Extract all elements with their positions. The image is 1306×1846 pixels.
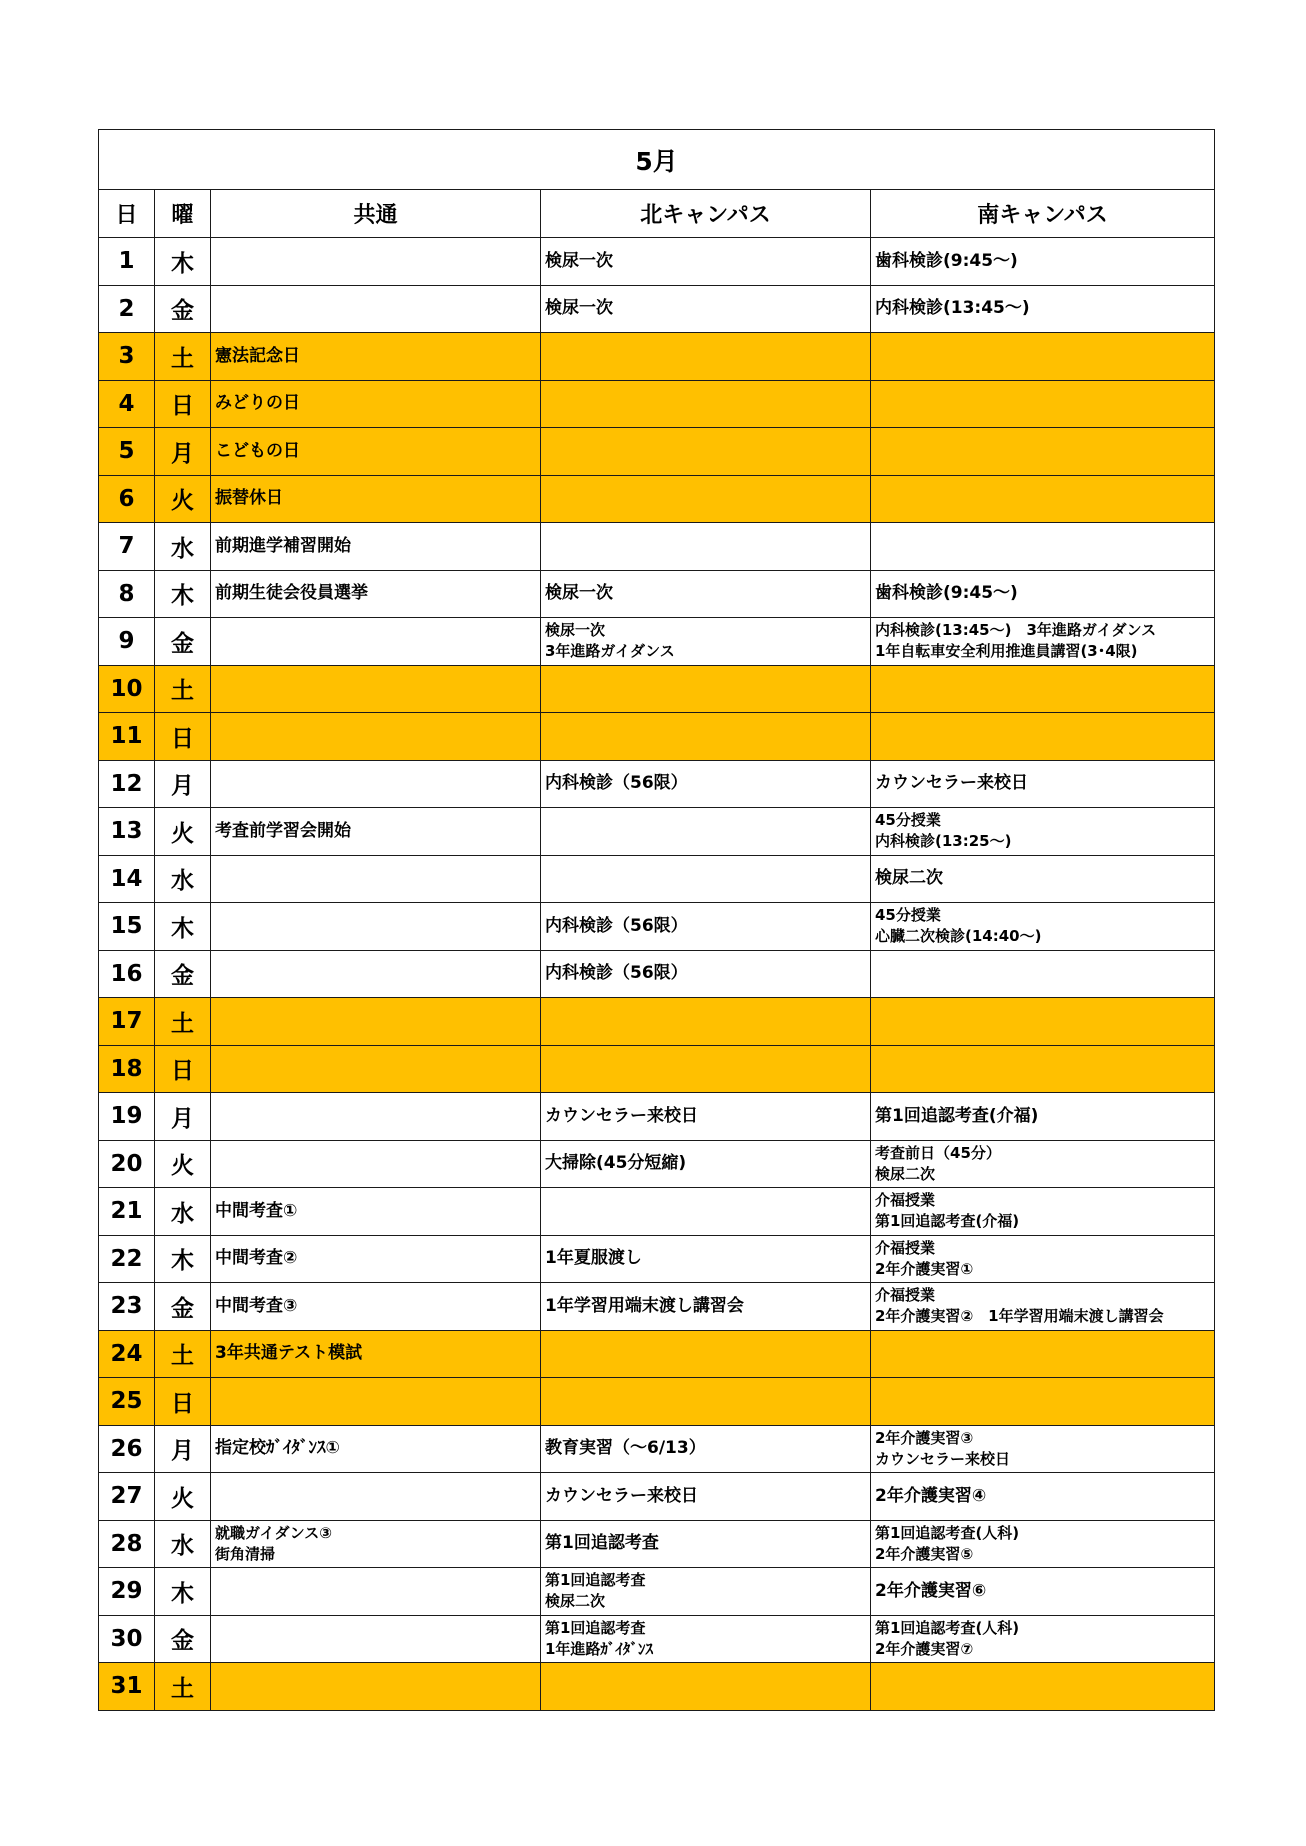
event-line: こどもの日 <box>215 440 300 461</box>
common-events <box>211 1188 541 1236</box>
south-campus-events <box>871 1378 1215 1426</box>
north-campus-events <box>541 903 871 951</box>
calendar-row <box>99 665 1215 713</box>
common-events <box>211 523 541 571</box>
day-number: 13 <box>99 808 155 856</box>
event-line: 心臓二次検診(14:40～) <box>875 927 1042 946</box>
header-day: 日 <box>99 190 155 238</box>
north-campus-events <box>541 1520 871 1568</box>
south-campus-events <box>871 570 1215 618</box>
event-line: 1年進路ｶﾞｲﾀﾞﾝｽ <box>545 1639 653 1658</box>
day-number: 30 <box>99 1615 155 1663</box>
north-campus-events <box>541 1140 871 1188</box>
day-number: 10 <box>99 665 155 713</box>
day-number: 25 <box>99 1378 155 1426</box>
north-campus-events <box>541 1568 871 1616</box>
calendar-row <box>99 1520 1215 1568</box>
south-campus-events <box>871 903 1215 951</box>
day-number: 21 <box>99 1188 155 1236</box>
south-campus-events <box>871 1283 1215 1331</box>
common-events <box>211 998 541 1046</box>
south-campus-events <box>871 1568 1215 1616</box>
day-of-week: 木 <box>155 1568 211 1616</box>
north-campus-events <box>541 1425 871 1473</box>
event-line: 教育実習（～6/13） <box>545 1438 706 1459</box>
south-campus-events <box>871 238 1215 286</box>
north-campus-events <box>541 1615 871 1663</box>
event-line: 第1回追認考査(介福) <box>875 1105 1039 1126</box>
header-south-campus: 南キャンパス <box>871 190 1215 238</box>
event-line: 検尿一次 <box>545 621 606 640</box>
day-of-week: 水 <box>155 523 211 571</box>
common-events <box>211 570 541 618</box>
day-number: 15 <box>99 903 155 951</box>
calendar-row <box>99 1093 1215 1141</box>
calendar-row <box>99 238 1215 286</box>
event-line: 3年共通テスト模試 <box>215 1343 363 1364</box>
north-campus-events <box>541 1045 871 1093</box>
common-events <box>211 1235 541 1283</box>
day-number: 19 <box>99 1093 155 1141</box>
day-of-week: 土 <box>155 1330 211 1378</box>
day-number: 26 <box>99 1425 155 1473</box>
calendar-row <box>99 998 1215 1046</box>
north-campus-events <box>541 380 871 428</box>
north-campus-events <box>541 333 871 381</box>
north-campus-events <box>541 1378 871 1426</box>
calendar-row <box>99 570 1215 618</box>
day-of-week: 月 <box>155 1093 211 1141</box>
event-line: 2年介護実習⑥ <box>875 1580 987 1601</box>
south-campus-events <box>871 285 1215 333</box>
day-number: 28 <box>99 1520 155 1568</box>
south-campus-events <box>871 1188 1215 1236</box>
event-line: 第1回追認考査(介福) <box>875 1212 1020 1231</box>
north-campus-events <box>541 618 871 666</box>
day-of-week: 火 <box>155 808 211 856</box>
event-line: 指定校ｶﾞｲﾀﾞﾝｽ① <box>215 1438 340 1459</box>
north-campus-events <box>541 570 871 618</box>
event-line: 憲法記念日 <box>215 345 300 366</box>
event-line: 内科検診（56限） <box>545 773 688 794</box>
day-number: 12 <box>99 760 155 808</box>
south-campus-events <box>871 998 1215 1046</box>
header-common: 共通 <box>211 190 541 238</box>
south-campus-events <box>871 1140 1215 1188</box>
north-campus-events <box>541 1093 871 1141</box>
day-number: 17 <box>99 998 155 1046</box>
event-line: 内科検診(13:25～) <box>875 832 1012 851</box>
event-line: カウンセラー来校日 <box>875 773 1028 794</box>
calendar-row <box>99 475 1215 523</box>
day-number: 31 <box>99 1663 155 1711</box>
day-of-week: 日 <box>155 380 211 428</box>
common-events <box>211 1330 541 1378</box>
north-campus-events <box>541 1235 871 1283</box>
day-of-week: 金 <box>155 1615 211 1663</box>
north-campus-events <box>541 1283 871 1331</box>
day-number: 7 <box>99 523 155 571</box>
event-line: 街角清掃 <box>215 1544 276 1563</box>
day-of-week: 火 <box>155 1140 211 1188</box>
north-campus-events <box>541 523 871 571</box>
calendar-row <box>99 523 1215 571</box>
event-line: 第1回追認考査(人科) <box>875 1618 1020 1637</box>
north-campus-events <box>541 760 871 808</box>
event-line: 中間考査② <box>215 1248 298 1269</box>
common-events <box>211 618 541 666</box>
north-campus-events <box>541 808 871 856</box>
day-number: 29 <box>99 1568 155 1616</box>
day-of-week: 金 <box>155 285 211 333</box>
calendar-row <box>99 950 1215 998</box>
south-campus-events <box>871 523 1215 571</box>
event-line: 大掃除(45分短縮) <box>545 1153 687 1174</box>
event-line: 就職ガイダンス③ <box>215 1523 332 1542</box>
common-events <box>211 1568 541 1616</box>
event-line: 歯科検診(9:45～) <box>875 250 1018 271</box>
event-line: 振替休日 <box>215 488 283 509</box>
day-of-week: 月 <box>155 428 211 476</box>
day-number: 3 <box>99 333 155 381</box>
north-campus-events <box>541 1473 871 1521</box>
event-line: 第1回追認考査 <box>545 1618 646 1637</box>
day-of-week: 土 <box>155 665 211 713</box>
common-events <box>211 1473 541 1521</box>
event-line: 考査前学習会開始 <box>215 820 351 841</box>
event-line: 内科検診(13:45～) <box>875 298 1030 319</box>
south-campus-events <box>871 1235 1215 1283</box>
common-events <box>211 238 541 286</box>
south-campus-events <box>871 1663 1215 1711</box>
event-line: 2年介護実習② 1年学習用端末渡し講習会 <box>875 1307 1164 1326</box>
south-campus-events <box>871 760 1215 808</box>
north-campus-events <box>541 713 871 761</box>
day-of-week: 日 <box>155 1045 211 1093</box>
event-line: 2年介護実習④ <box>875 1485 987 1506</box>
common-events <box>211 950 541 998</box>
day-of-week: 金 <box>155 950 211 998</box>
calendar-table <box>98 129 1215 1711</box>
common-events <box>211 665 541 713</box>
day-number: 24 <box>99 1330 155 1378</box>
north-campus-events <box>541 665 871 713</box>
south-campus-events <box>871 808 1215 856</box>
common-events <box>211 1283 541 1331</box>
day-of-week: 水 <box>155 1520 211 1568</box>
north-campus-events <box>541 428 871 476</box>
event-line: 検尿二次 <box>875 868 943 889</box>
calendar-row <box>99 760 1215 808</box>
calendar-row <box>99 808 1215 856</box>
event-line: 1年自転車安全利用推進員講習(3･4限) <box>875 642 1138 661</box>
common-events <box>211 760 541 808</box>
event-line: 前期生徒会役員選挙 <box>215 583 368 604</box>
common-events <box>211 428 541 476</box>
day-number: 27 <box>99 1473 155 1521</box>
day-of-week: 木 <box>155 903 211 951</box>
south-campus-events <box>871 1330 1215 1378</box>
event-line: 2年介護実習① <box>875 1259 974 1278</box>
event-line: 第1回追認考査(人科) <box>875 1523 1020 1542</box>
day-number: 5 <box>99 428 155 476</box>
day-of-week: 水 <box>155 855 211 903</box>
calendar-row <box>99 1330 1215 1378</box>
common-events <box>211 1425 541 1473</box>
common-events <box>211 808 541 856</box>
day-of-week: 火 <box>155 1473 211 1521</box>
day-number: 18 <box>99 1045 155 1093</box>
day-of-week: 月 <box>155 1425 211 1473</box>
common-events <box>211 713 541 761</box>
day-number: 16 <box>99 950 155 998</box>
calendar-row <box>99 855 1215 903</box>
event-line: 第1回追認考査 <box>545 1533 659 1554</box>
day-number: 6 <box>99 475 155 523</box>
header-north-campus: 北キャンパス <box>541 190 871 238</box>
event-line: 検尿二次 <box>875 1164 936 1183</box>
day-number: 20 <box>99 1140 155 1188</box>
common-events <box>211 1663 541 1711</box>
south-campus-events <box>871 380 1215 428</box>
day-of-week: 金 <box>155 618 211 666</box>
south-campus-events <box>871 1473 1215 1521</box>
south-campus-events <box>871 1045 1215 1093</box>
day-number: 14 <box>99 855 155 903</box>
event-line: カウンセラー来校日 <box>545 1485 698 1506</box>
calendar-row <box>99 1140 1215 1188</box>
header-dow: 曜 <box>155 190 211 238</box>
event-line: 考査前日（45分） <box>875 1143 1001 1162</box>
event-line: 2年介護実習⑤ <box>875 1544 974 1563</box>
event-line: 3年進路ガイダンス <box>545 642 675 661</box>
calendar-row <box>99 285 1215 333</box>
calendar-row <box>99 1235 1215 1283</box>
event-line: 検尿一次 <box>545 250 613 271</box>
common-events <box>211 1045 541 1093</box>
event-line: 中間考査① <box>215 1200 298 1221</box>
day-number: 8 <box>99 570 155 618</box>
common-events <box>211 285 541 333</box>
south-campus-events <box>871 475 1215 523</box>
day-number: 11 <box>99 713 155 761</box>
common-events <box>211 380 541 428</box>
day-of-week: 木 <box>155 1235 211 1283</box>
north-campus-events <box>541 855 871 903</box>
day-of-week: 月 <box>155 760 211 808</box>
day-of-week: 木 <box>155 570 211 618</box>
event-line: 検尿一次 <box>545 298 613 319</box>
calendar-row <box>99 333 1215 381</box>
common-events <box>211 903 541 951</box>
event-line: 介福授業 <box>875 1191 936 1210</box>
event-line: 2年介護実習⑦ <box>875 1639 974 1658</box>
calendar-row <box>99 1568 1215 1616</box>
calendar-row <box>99 1615 1215 1663</box>
event-line: 介福授業 <box>875 1238 936 1257</box>
north-campus-events <box>541 998 871 1046</box>
calendar-row <box>99 1425 1215 1473</box>
south-campus-events <box>871 1093 1215 1141</box>
calendar-body <box>99 238 1215 1711</box>
day-of-week: 金 <box>155 1283 211 1331</box>
north-campus-events <box>541 475 871 523</box>
calendar-row <box>99 380 1215 428</box>
north-campus-events <box>541 1330 871 1378</box>
day-of-week: 木 <box>155 238 211 286</box>
common-events <box>211 1140 541 1188</box>
common-events <box>211 1093 541 1141</box>
day-of-week: 水 <box>155 1188 211 1236</box>
event-line: 45分授業 <box>875 906 941 925</box>
event-line: 内科検診（56限） <box>545 963 688 984</box>
event-line: 歯科検診(9:45～) <box>875 583 1018 604</box>
event-line: 介福授業 <box>875 1286 936 1305</box>
common-events <box>211 1520 541 1568</box>
day-number: 4 <box>99 380 155 428</box>
event-line: 検尿二次 <box>545 1592 606 1611</box>
calendar-row <box>99 428 1215 476</box>
north-campus-events <box>541 285 871 333</box>
calendar-row <box>99 618 1215 666</box>
south-campus-events <box>871 665 1215 713</box>
common-events <box>211 475 541 523</box>
south-campus-events <box>871 713 1215 761</box>
south-campus-events <box>871 855 1215 903</box>
event-line: 中間考査③ <box>215 1295 298 1316</box>
north-campus-events <box>541 238 871 286</box>
south-campus-events <box>871 618 1215 666</box>
day-number: 1 <box>99 238 155 286</box>
event-line: カウンセラー来校日 <box>875 1449 1011 1468</box>
event-line: 2年介護実習③ <box>875 1428 974 1447</box>
calendar-row <box>99 1283 1215 1331</box>
event-line: みどりの日 <box>215 393 300 414</box>
header-row <box>99 190 1215 238</box>
calendar-row <box>99 1188 1215 1236</box>
calendar-row <box>99 713 1215 761</box>
day-of-week: 土 <box>155 998 211 1046</box>
day-number: 9 <box>99 618 155 666</box>
day-number: 23 <box>99 1283 155 1331</box>
south-campus-events <box>871 1615 1215 1663</box>
south-campus-events <box>871 1520 1215 1568</box>
common-events <box>211 855 541 903</box>
south-campus-events <box>871 950 1215 998</box>
calendar-row <box>99 1473 1215 1521</box>
day-of-week: 日 <box>155 713 211 761</box>
south-campus-events <box>871 428 1215 476</box>
north-campus-events <box>541 1188 871 1236</box>
north-campus-events <box>541 950 871 998</box>
event-line: 1年学習用端末渡し講習会 <box>545 1295 744 1316</box>
event-line: 検尿一次 <box>545 583 613 604</box>
event-line: カウンセラー来校日 <box>545 1105 698 1126</box>
event-line: 45分授業 <box>875 811 941 830</box>
day-of-week: 火 <box>155 475 211 523</box>
south-campus-events <box>871 333 1215 381</box>
day-of-week: 土 <box>155 1663 211 1711</box>
day-of-week: 日 <box>155 1378 211 1426</box>
common-events <box>211 333 541 381</box>
calendar-row <box>99 1045 1215 1093</box>
event-line: 第1回追認考査 <box>545 1571 646 1590</box>
south-campus-events <box>871 1425 1215 1473</box>
day-number: 22 <box>99 1235 155 1283</box>
common-events <box>211 1378 541 1426</box>
month-title: 5月 <box>99 130 1215 190</box>
calendar-row <box>99 1663 1215 1711</box>
event-line: 内科検診(13:45～) 3年進路ガイダンス <box>875 621 1157 640</box>
event-line: 内科検診（56限） <box>545 915 688 936</box>
day-of-week: 土 <box>155 333 211 381</box>
north-campus-events <box>541 1663 871 1711</box>
day-number: 2 <box>99 285 155 333</box>
calendar-row <box>99 1378 1215 1426</box>
calendar-row <box>99 903 1215 951</box>
common-events <box>211 1615 541 1663</box>
event-line: 前期進学補習開始 <box>215 535 351 556</box>
event-line: 1年夏服渡し <box>545 1248 642 1269</box>
